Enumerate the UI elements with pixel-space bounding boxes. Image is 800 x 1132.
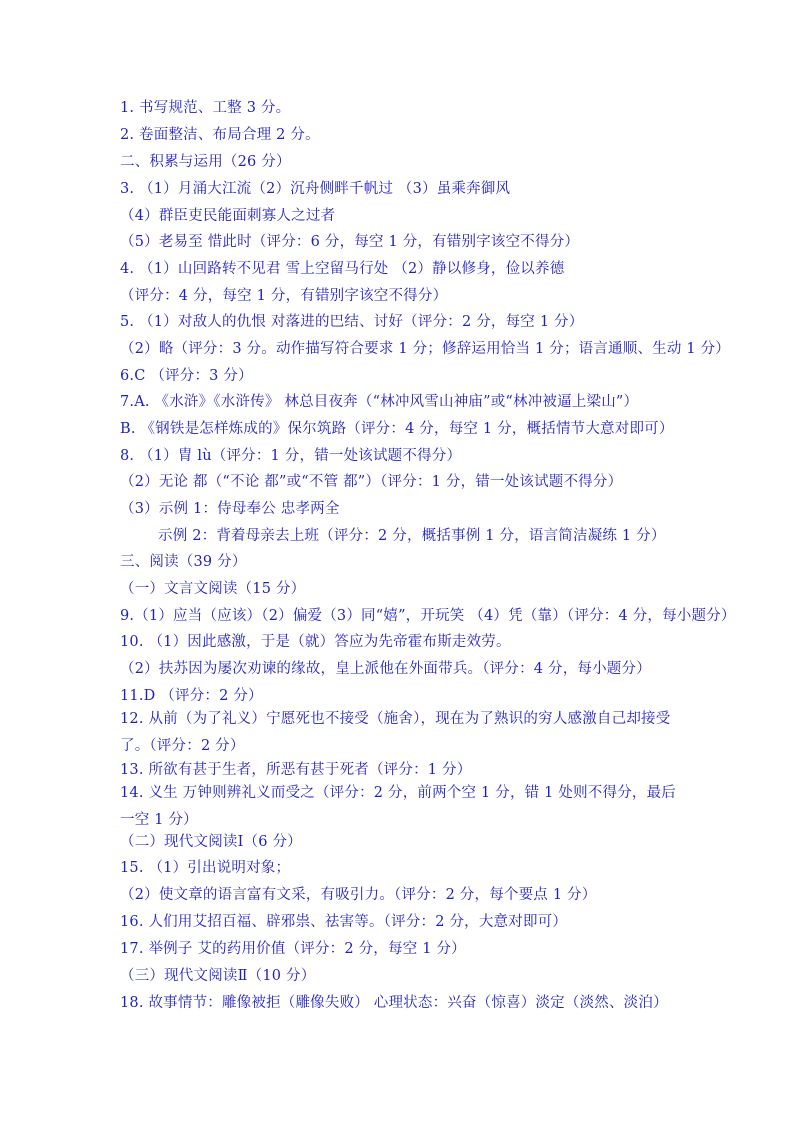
answer-line-3-4: （4）群臣吏民能面刺寡人之过者: [120, 208, 336, 224]
answer-line-6: 6.C （评分：3 分）: [120, 368, 253, 384]
answer-line-12: 12. 从前（为了礼义）宁愿死也不接受（施舍），现在为了熟识的穷人感激自己却接受了。（评分：2 分）: [120, 711, 671, 754]
answer-line-8-3-example2: 示例 2：背着母亲去上班（评分：2 分，概括事例 1 分，语言简洁凝练 1 分）: [158, 528, 666, 544]
answer-line-1: 1. 书写规范、工整 3 分。: [120, 100, 291, 116]
answer-line-4-score: （评分：4 分，每空 1 分，有错别字该空不得分）: [120, 288, 448, 304]
answer-line-14: 14. 义生 万钟则辨礼义而受之（评分：2 分，前两个空 1 分，错 1 处则不得分，最后一空 1 分）: [120, 785, 676, 828]
answer-line-10: 10. （1）因此感激，于是（就）答应为先帝霍布斯走效劳。: [120, 634, 511, 650]
answer-line-4: 4. （1）山回路转不见君 雪上空留马行处 （2）静以修身，俭以养德: [120, 261, 565, 277]
answer-line-8-2: （2）无论 都（“不论 都”或“不管 都”）（评分：1 分，错一处该试题不得分）: [120, 474, 623, 490]
answer-line-13: 13. 所欲有甚于生者，所恶有甚于死者（评分：1 分）: [120, 762, 472, 778]
answer-line-8-3: （3）示例 1：侍母奉公 忠孝两全: [120, 501, 340, 517]
answer-line-7b: B. 《钢铁是怎样炼成的》保尔筑路（评分：4 分，每空 1 分，概括情节大意对即可）: [120, 421, 674, 437]
subsection-heading-classical: （一）文言文阅读（15 分）: [120, 581, 306, 597]
section-heading-accumulation: 二、积累与运用（26 分）: [120, 154, 291, 170]
answer-line-17: 17. 举例子 艾的药用价值（评分：2 分，每空 1 分）: [120, 941, 466, 957]
subsection-heading-modern-1: （二）现代文阅读Ⅰ（6 分）: [120, 834, 302, 850]
answer-line-9: 9.（1）应当（应该）（2）偏爱（3）同“嬉”，开玩笑 （4）凭（靠）（评分：4 分，每小题分）: [120, 608, 736, 624]
answer-line-5: 5. （1）对敌人的仇恨 对落进的巴结、讨好（评分：2 分，每空 1 分）: [120, 314, 584, 330]
answer-line-10-2: （2）扶苏因为屡次劝谏的缘故，皇上派他在外面带兵。（评分：4 分，每小题分）: [120, 661, 651, 677]
answer-line-18: 18. 故事情节：雕像被拒（雕像失败） 心理状态：兴奋（惊喜）淡定（淡然、淡泊）: [120, 995, 668, 1011]
section-heading-reading: 三、阅读（39 分）: [120, 554, 247, 570]
answer-line-11: 11.D （评分：2 分）: [120, 688, 263, 704]
answer-line-8: 8. （1）胄 lù（评分：1 分，错一处该试题不得分）: [120, 448, 462, 464]
answer-line-2: 2. 卷面整洁、布局合理 2 分。: [120, 127, 320, 143]
answer-line-15-2: （2）使文章的语言富有文采，有吸引力。（评分：2 分，每个要点 1 分）: [120, 887, 597, 903]
answer-line-16: 16. 人们用艾招百福、辟邪祟、祛害等。（评分：2 分，大意对即可）: [120, 914, 568, 930]
answer-line-3: 3. （1）月涌大江流（2）沉舟侧畔千帆过 （3）虽乘奔御风: [120, 181, 511, 197]
answer-line-7a: 7.A. 《水浒》《水浒传》 林总目夜奔（“林冲风雪山神庙”或“林冲被逼上梁山”）: [120, 394, 639, 410]
answer-line-15: 15. （1）引出说明对象；: [120, 860, 291, 876]
answer-line-3-5: （5）老易至 惜此时（评分：6 分，每空 1 分，有错别字该空不得分）: [120, 234, 580, 250]
subsection-heading-modern-2: （三）现代文阅读Ⅱ（10 分）: [120, 968, 316, 984]
answer-line-5-2: （2）略（评分：3 分。动作描写符合要求 1 分；修辞运用恰当 1 分；语言通顺、生动 1 分）: [120, 341, 730, 357]
